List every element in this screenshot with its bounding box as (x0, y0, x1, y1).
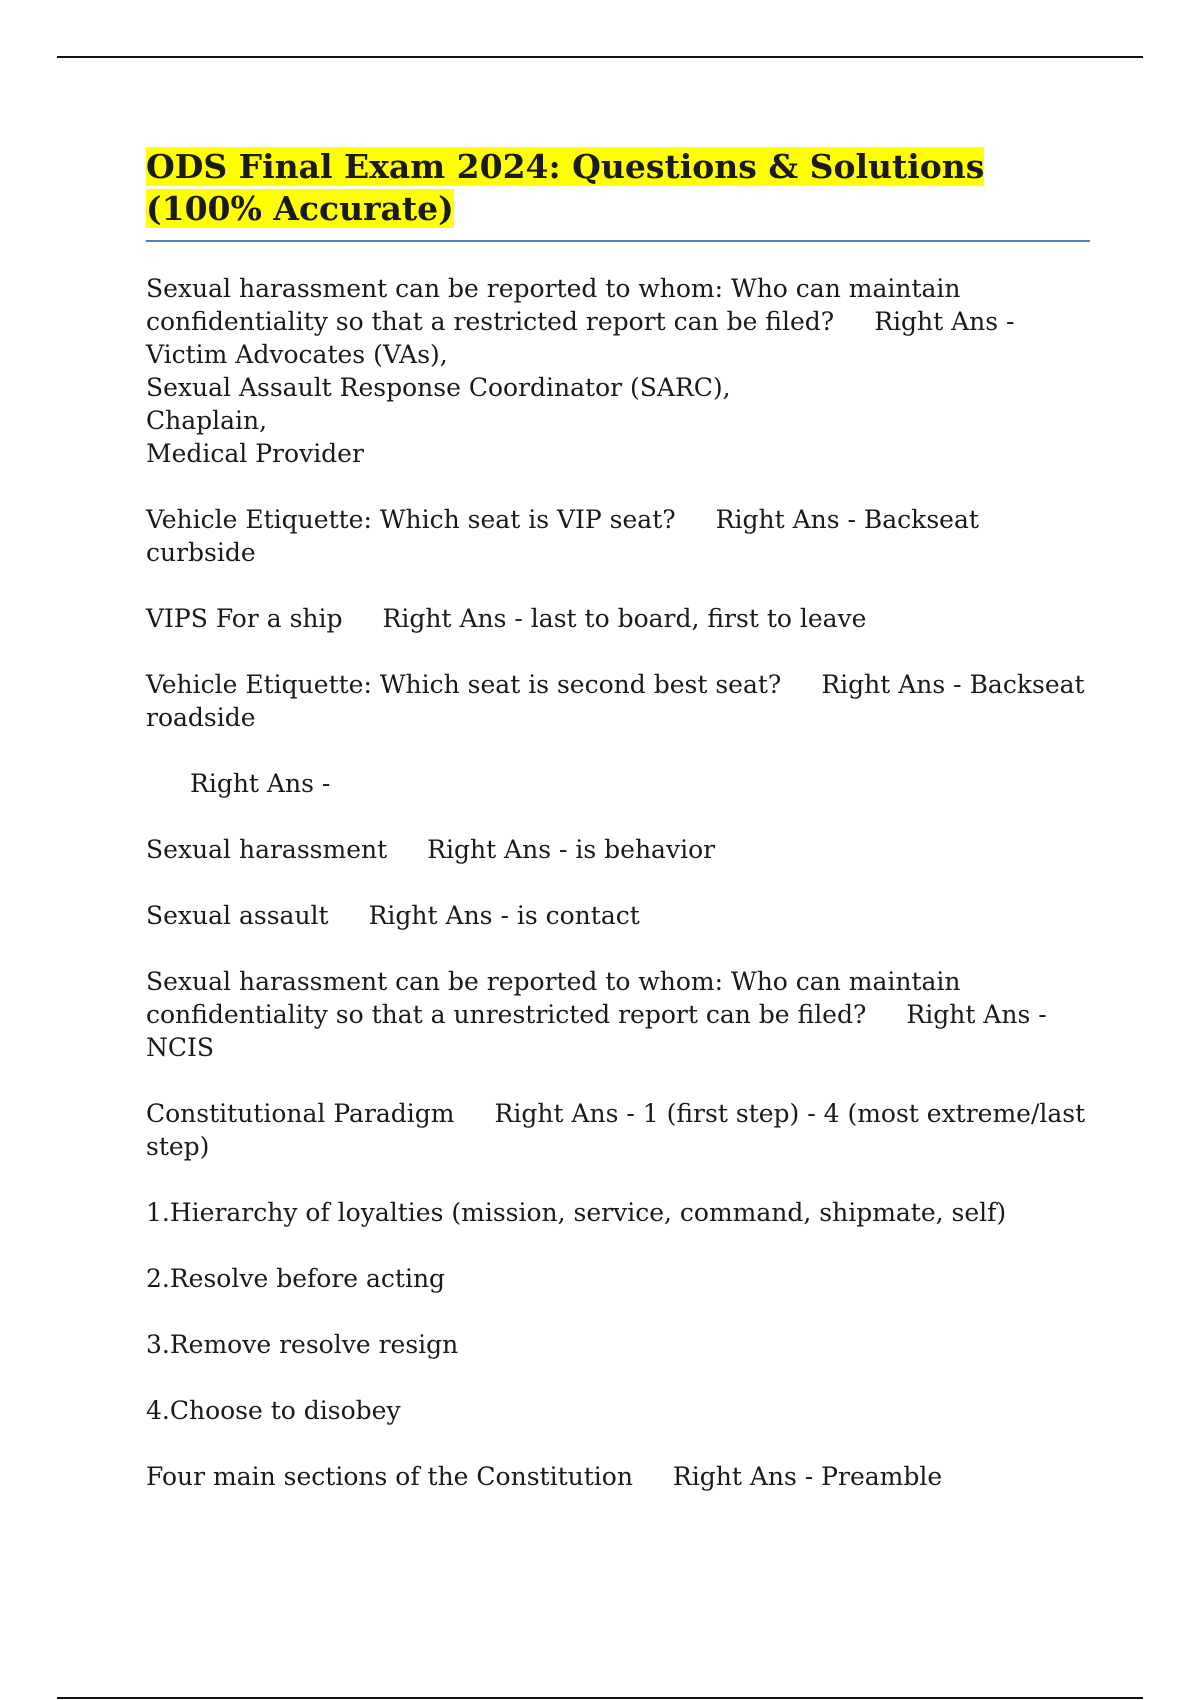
answer-prefix: Right Ans - (190, 769, 331, 798)
question-text: Sexual harassment can be reported to whom: Who can maintain confidentiality so that a unrestricted report can be filed? (146, 967, 961, 1029)
qa-entry (146, 668, 1090, 734)
answer-text: Backseat roadside (146, 670, 1085, 732)
answer-line: Chaplain, (146, 406, 268, 435)
answer-line: Sexual Assault Response Coordinator (SARC), (146, 373, 731, 402)
header-rule (57, 56, 1143, 58)
answer-text: Victim Advocates (VAs), (146, 340, 448, 369)
answer-text: last to board, first to leave (530, 604, 867, 633)
step-item: 1.Hierarchy of loyalties (mission, service, command, shipmate, self) (146, 1198, 1007, 1227)
answer-prefix: Right Ans - (494, 1099, 635, 1128)
question-text: VIPS For a ship (146, 604, 343, 633)
document-title: ODS Final Exam 2024: Questions & Solutions (100% Accurate) (146, 147, 985, 228)
answer-prefix: Right Ans - (672, 1462, 814, 1491)
answer-text: NCIS (146, 1033, 215, 1062)
question-text: Vehicle Etiquette: Which seat is VIP seat? (146, 505, 676, 534)
answer-text: is contact (516, 901, 640, 930)
step-item: 3.Remove resolve resign (146, 1330, 459, 1359)
question-text: Vehicle Etiquette: Which seat is second best seat? (146, 670, 782, 699)
answer-prefix: Right Ans - (427, 835, 568, 864)
answer-prefix: Right Ans - (821, 670, 962, 699)
qa-entry (146, 602, 1090, 635)
question-text: Sexual harassment can be reported to whom: Who can maintain confidentiality so that a restricted report can be filed? (146, 274, 961, 336)
document-body (146, 146, 1090, 1526)
qa-entry (146, 1460, 1090, 1493)
answer-prefix: Right Ans - (368, 901, 509, 930)
qa-entry (146, 272, 1090, 470)
answer-text: Preamble (821, 1462, 943, 1491)
footer-rule (57, 1697, 1143, 1699)
answer-prefix: Right Ans - (874, 307, 1015, 336)
qa-entry (146, 965, 1090, 1064)
answer-prefix: Right Ans - (906, 1000, 1047, 1029)
answer-prefix: Right Ans - (715, 505, 856, 534)
step-item: 2.Resolve before acting (146, 1264, 446, 1293)
title-section (146, 146, 1090, 242)
answer-text: 1 (first step) - 4 (most extreme/last step) (146, 1099, 1086, 1161)
question-text: Sexual harassment (146, 835, 388, 864)
qa-entry (146, 767, 1090, 800)
qa-entry (146, 503, 1090, 569)
qa-entry (146, 1097, 1090, 1163)
question-text: Four main sections of the Constitution (146, 1462, 633, 1491)
qa-entry (146, 899, 1090, 932)
question-text: Sexual assault (146, 901, 329, 930)
question-text: Constitutional Paradigm (146, 1099, 455, 1128)
answer-line: Medical Provider (146, 439, 364, 468)
answer-prefix: Right Ans - (382, 604, 523, 633)
qa-entry (146, 833, 1090, 866)
answer-text: is behavior (575, 835, 716, 864)
answer-text: Backseat curbside (146, 505, 979, 567)
step-item: 4.Choose to disobey (146, 1396, 401, 1425)
